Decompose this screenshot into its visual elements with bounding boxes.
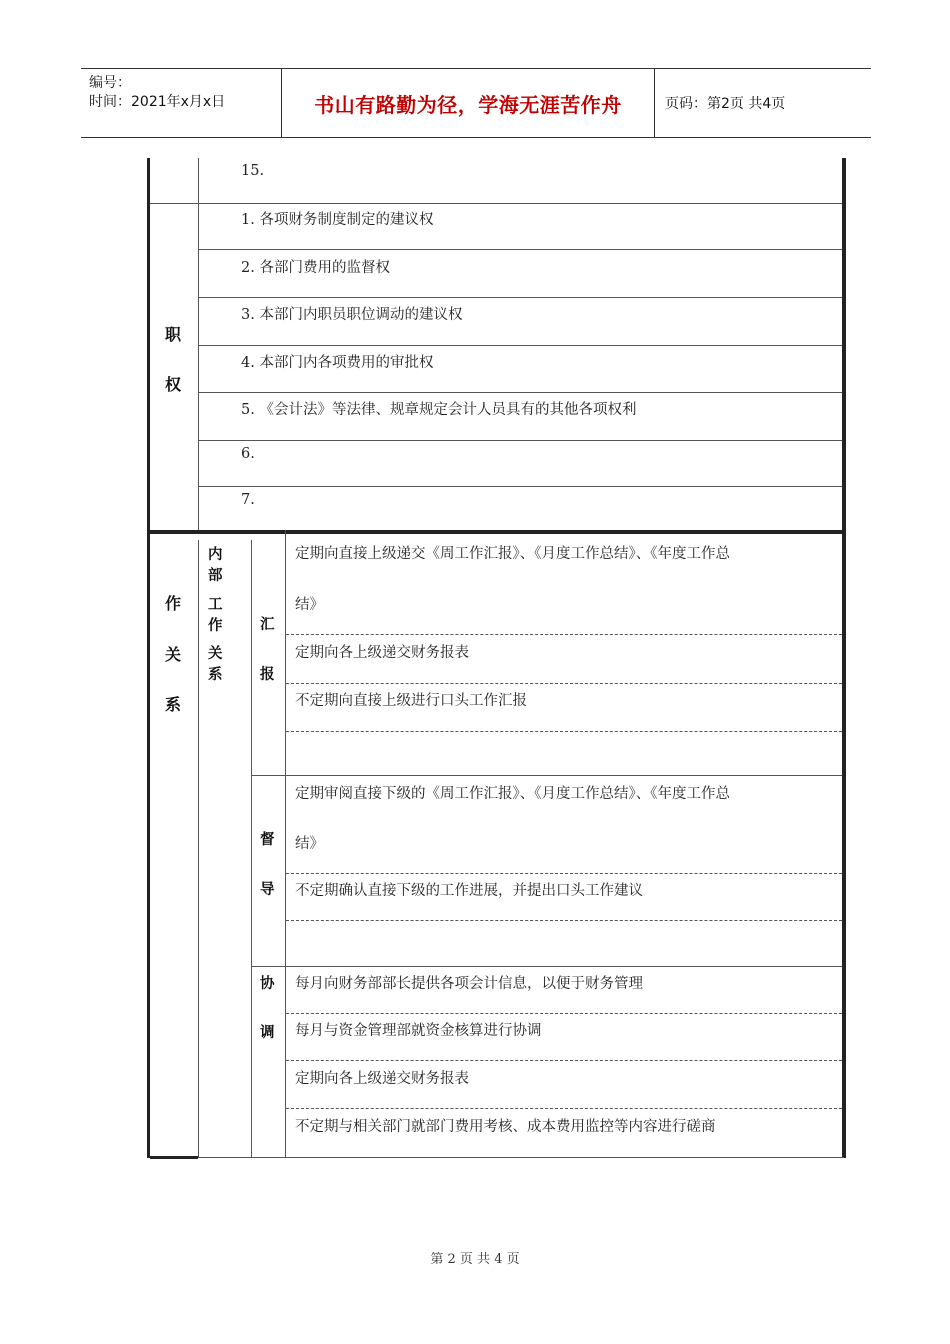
inner-relations-label: 工作 (208, 597, 223, 634)
dashed-divider (286, 920, 842, 921)
duty-item-15: 15. (241, 163, 265, 179)
authority-item: 4. 本部门内各项费用的审批权 (241, 355, 434, 371)
authority-item: 6. (241, 446, 255, 462)
row-divider (199, 440, 842, 441)
column-divider (198, 540, 199, 1158)
group-divider (251, 775, 842, 776)
report-label: 报 (260, 667, 275, 683)
row-divider (199, 486, 842, 487)
inner-relations-label: 内部 (208, 547, 223, 584)
supervise-item: 结》 (295, 836, 324, 852)
page-header (81, 68, 871, 138)
row-divider (199, 297, 842, 298)
inner-relations-label: 关系 (208, 646, 223, 683)
table-border-bottom-accent (150, 1156, 198, 1159)
table-border-bottom (150, 1157, 844, 1158)
row-divider (199, 249, 842, 250)
coordinate-label: 协 (260, 976, 275, 992)
report-item: 定期向直接上级递交《周工作汇报》、《月度工作总结》、《年度工作总 (295, 546, 730, 562)
report-label: 汇 (260, 617, 275, 633)
coordinate-item: 定期向各上级递交财务报表 (295, 1071, 469, 1087)
dashed-divider (286, 873, 842, 874)
header-divider (654, 69, 655, 137)
column-divider (251, 540, 252, 1158)
coordinate-item: 每月向财务部部长提供各项会计信息，以便于财务管理 (295, 976, 643, 992)
coordinate-label: 调 (260, 1025, 275, 1041)
authority-item: 2. 各部门费用的监督权 (241, 260, 390, 276)
column-divider (285, 530, 286, 1158)
coordinate-item: 不定期与相关部门就部门费用考核、成本费用监控等内容进行磋商 (295, 1119, 716, 1135)
row-divider (150, 203, 842, 204)
supervise-label: 督 (260, 832, 275, 848)
group-divider (251, 966, 842, 967)
dashed-divider (286, 683, 842, 684)
report-item: 定期向各上级递交财务报表 (295, 645, 469, 661)
report-item: 不定期向直接上级进行口头工作汇报 (295, 693, 527, 709)
relations-label: 关 (165, 645, 182, 664)
row-divider (199, 392, 842, 393)
report-item: 结》 (295, 597, 324, 613)
relations-label: 系 (165, 695, 182, 714)
dashed-divider (286, 731, 842, 732)
authority-label: 职 (165, 325, 182, 344)
coordinate-item: 每月与资金管理部就资金核算进行协调 (295, 1023, 542, 1039)
authority-item: 1. 各项财务制度制定的建议权 (241, 212, 434, 228)
header-motto: 书山有路勤为径，学海无涯苦作舟 (314, 93, 622, 117)
dashed-divider (286, 1108, 842, 1109)
dashed-divider (286, 634, 842, 635)
number-label: 编号： (89, 75, 131, 91)
authority-item: 3. 本部门内职员职位调动的建议权 (241, 307, 463, 323)
authority-label: 权 (165, 375, 182, 394)
relations-label: 作 (165, 594, 182, 613)
authority-item: 7. (241, 492, 255, 508)
supervise-item: 定期审阅直接下级的《周工作汇报》、《月度工作总结》、《年度工作总 (295, 786, 730, 802)
supervise-item: 不定期确认直接下级的工作进展，并提出口头工作建议 (295, 883, 643, 899)
page-footer: 第 2 页 共 4 页 (430, 1252, 520, 1267)
supervise-label: 导 (260, 882, 275, 898)
dashed-divider (286, 1060, 842, 1061)
time-label: 时间：2021年x月x日 (89, 94, 226, 110)
row-divider (199, 345, 842, 346)
dashed-divider (286, 1013, 842, 1014)
header-page-number: 页码：第2页 共4页 (665, 96, 786, 112)
authority-item: 5. 《会计法》等法律、规章规定会计人员具有的其他各项权利 (241, 402, 637, 418)
table-border-left (147, 158, 150, 1158)
section-separator (150, 530, 842, 534)
table-border-right (842, 158, 846, 1158)
header-meta (81, 69, 281, 137)
